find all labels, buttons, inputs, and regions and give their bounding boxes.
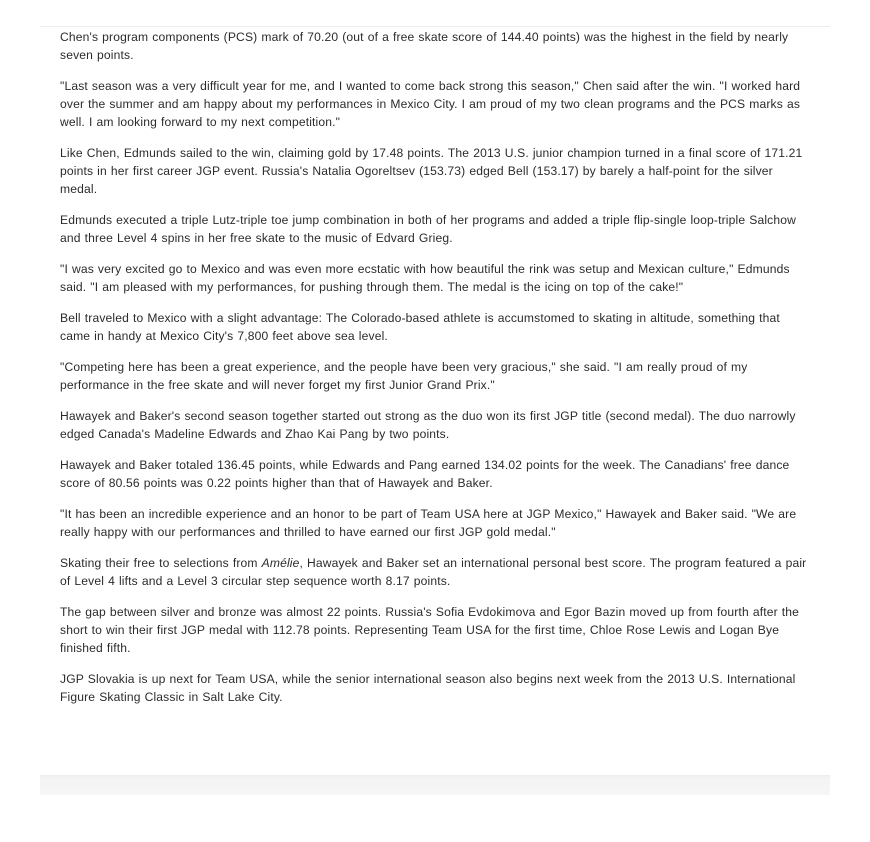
paragraph-edmunds-elements: Edmunds executed a triple Lutz-triple toe jump combination in both of her programs and added a triple flip-single loop-triple Salchow and three Level 4 spins in her free skate to the music of Edvard Grieg.	[60, 213, 796, 245]
paragraph-chen-pcs: Chen's program components (PCS) mark of 70.20 (out of a free skate score of 144.40 points) was the highest in the field by nearly seven points.	[60, 30, 789, 62]
paragraph-next-event: JGP Slovakia is up next for Team USA, while the senior international season also begins next week from the 2013 U.S. International Figure Skating Classic in Salt Lake City.	[60, 672, 796, 704]
top-divider	[40, 26, 830, 27]
paragraph-hawayek-baker-title: Hawayek and Baker's second season together started out strong as the duo won its first JGP title (second medal). The duo narrowly edged Canada's Madeline Edwards and Zhao Kai Pang by two points.	[60, 409, 796, 441]
paragraph-bell-quote: "Competing here has been a great experience, and the people have been very gracious," she said. "I am really proud of my performance in the free skate and will never forget my first Junior Grand Prix."	[60, 360, 748, 392]
paragraph-chen-quote: "Last season was a very difficult year for me, and I wanted to come back strong this season," Chen said after the win. "I worked hard over the summer and am happy about my performances in Mexico City. I am proud of my two clean programs and the PCS marks as well. I am looking forward to my next competition."	[60, 79, 801, 129]
paragraph-edmunds-quote: "I was very excited go to Mexico and was even more ecstatic with how beautiful the rink was setup and Mexican culture," Edmunds said. "I am pleased with my performances, for pushing through them. The medal is the icing on top of the cake!"	[60, 262, 790, 294]
paragraph-bell-altitude: Bell traveled to Mexico with a slight advantage: The Colorado-based athlete is accumstomed to skating in altitude, something that came in handy at Mexico City's 7,800 feet above sea level.	[60, 311, 780, 343]
paragraph-bronze-gap: The gap between silver and bronze was almost 22 points. Russia's Sofia Evdokimova and Egor Bazin moved up from fourth after the short to win their first JGP medal with 112.78 points. Representing Team USA for the first time, Chloe Rose Lewis and Logan Bye finished fifth.	[60, 605, 800, 655]
amelie-text-after: , Hawayek and Baker set an international personal best score. The program featured a pair of Level 4 lifts and a Level 3 circular step sequence worth 8.17 points.	[60, 556, 807, 588]
paragraph-hawayek-baker-scores: Hawayek and Baker totaled 136.45 points, while Edwards and Pang earned 134.02 points for the week. The Canadians' free dance score of 80.56 points was 0.22 points higher than that of Hawayek and Baker.	[60, 458, 790, 490]
paragraph-amelie	[60, 554, 812, 590]
bottom-shadow-band	[40, 775, 830, 795]
amelie-text-before: Skating their free to selections from	[60, 556, 262, 570]
paragraph-hawayek-baker-quote: "It has been an incredible experience and an honor to be part of Team USA here at JGP Mexico," Hawayek and Baker said. "We are really happy with our performances and thrilled to have earned our first JGP gold medal."	[60, 507, 797, 539]
article-body	[60, 28, 812, 706]
paragraph-edmunds-win: Like Chen, Edmunds sailed to the win, claiming gold by 17.48 points. The 2013 U.S. junior champion turned in a final score of 171.21 points in her first career JGP event. Russia's Natalia Ogoreltsev (153.73) edged Bell (153.17) by barely a half-point for the silver medal.	[60, 146, 803, 196]
amelie-title: Amélie	[261, 556, 300, 570]
